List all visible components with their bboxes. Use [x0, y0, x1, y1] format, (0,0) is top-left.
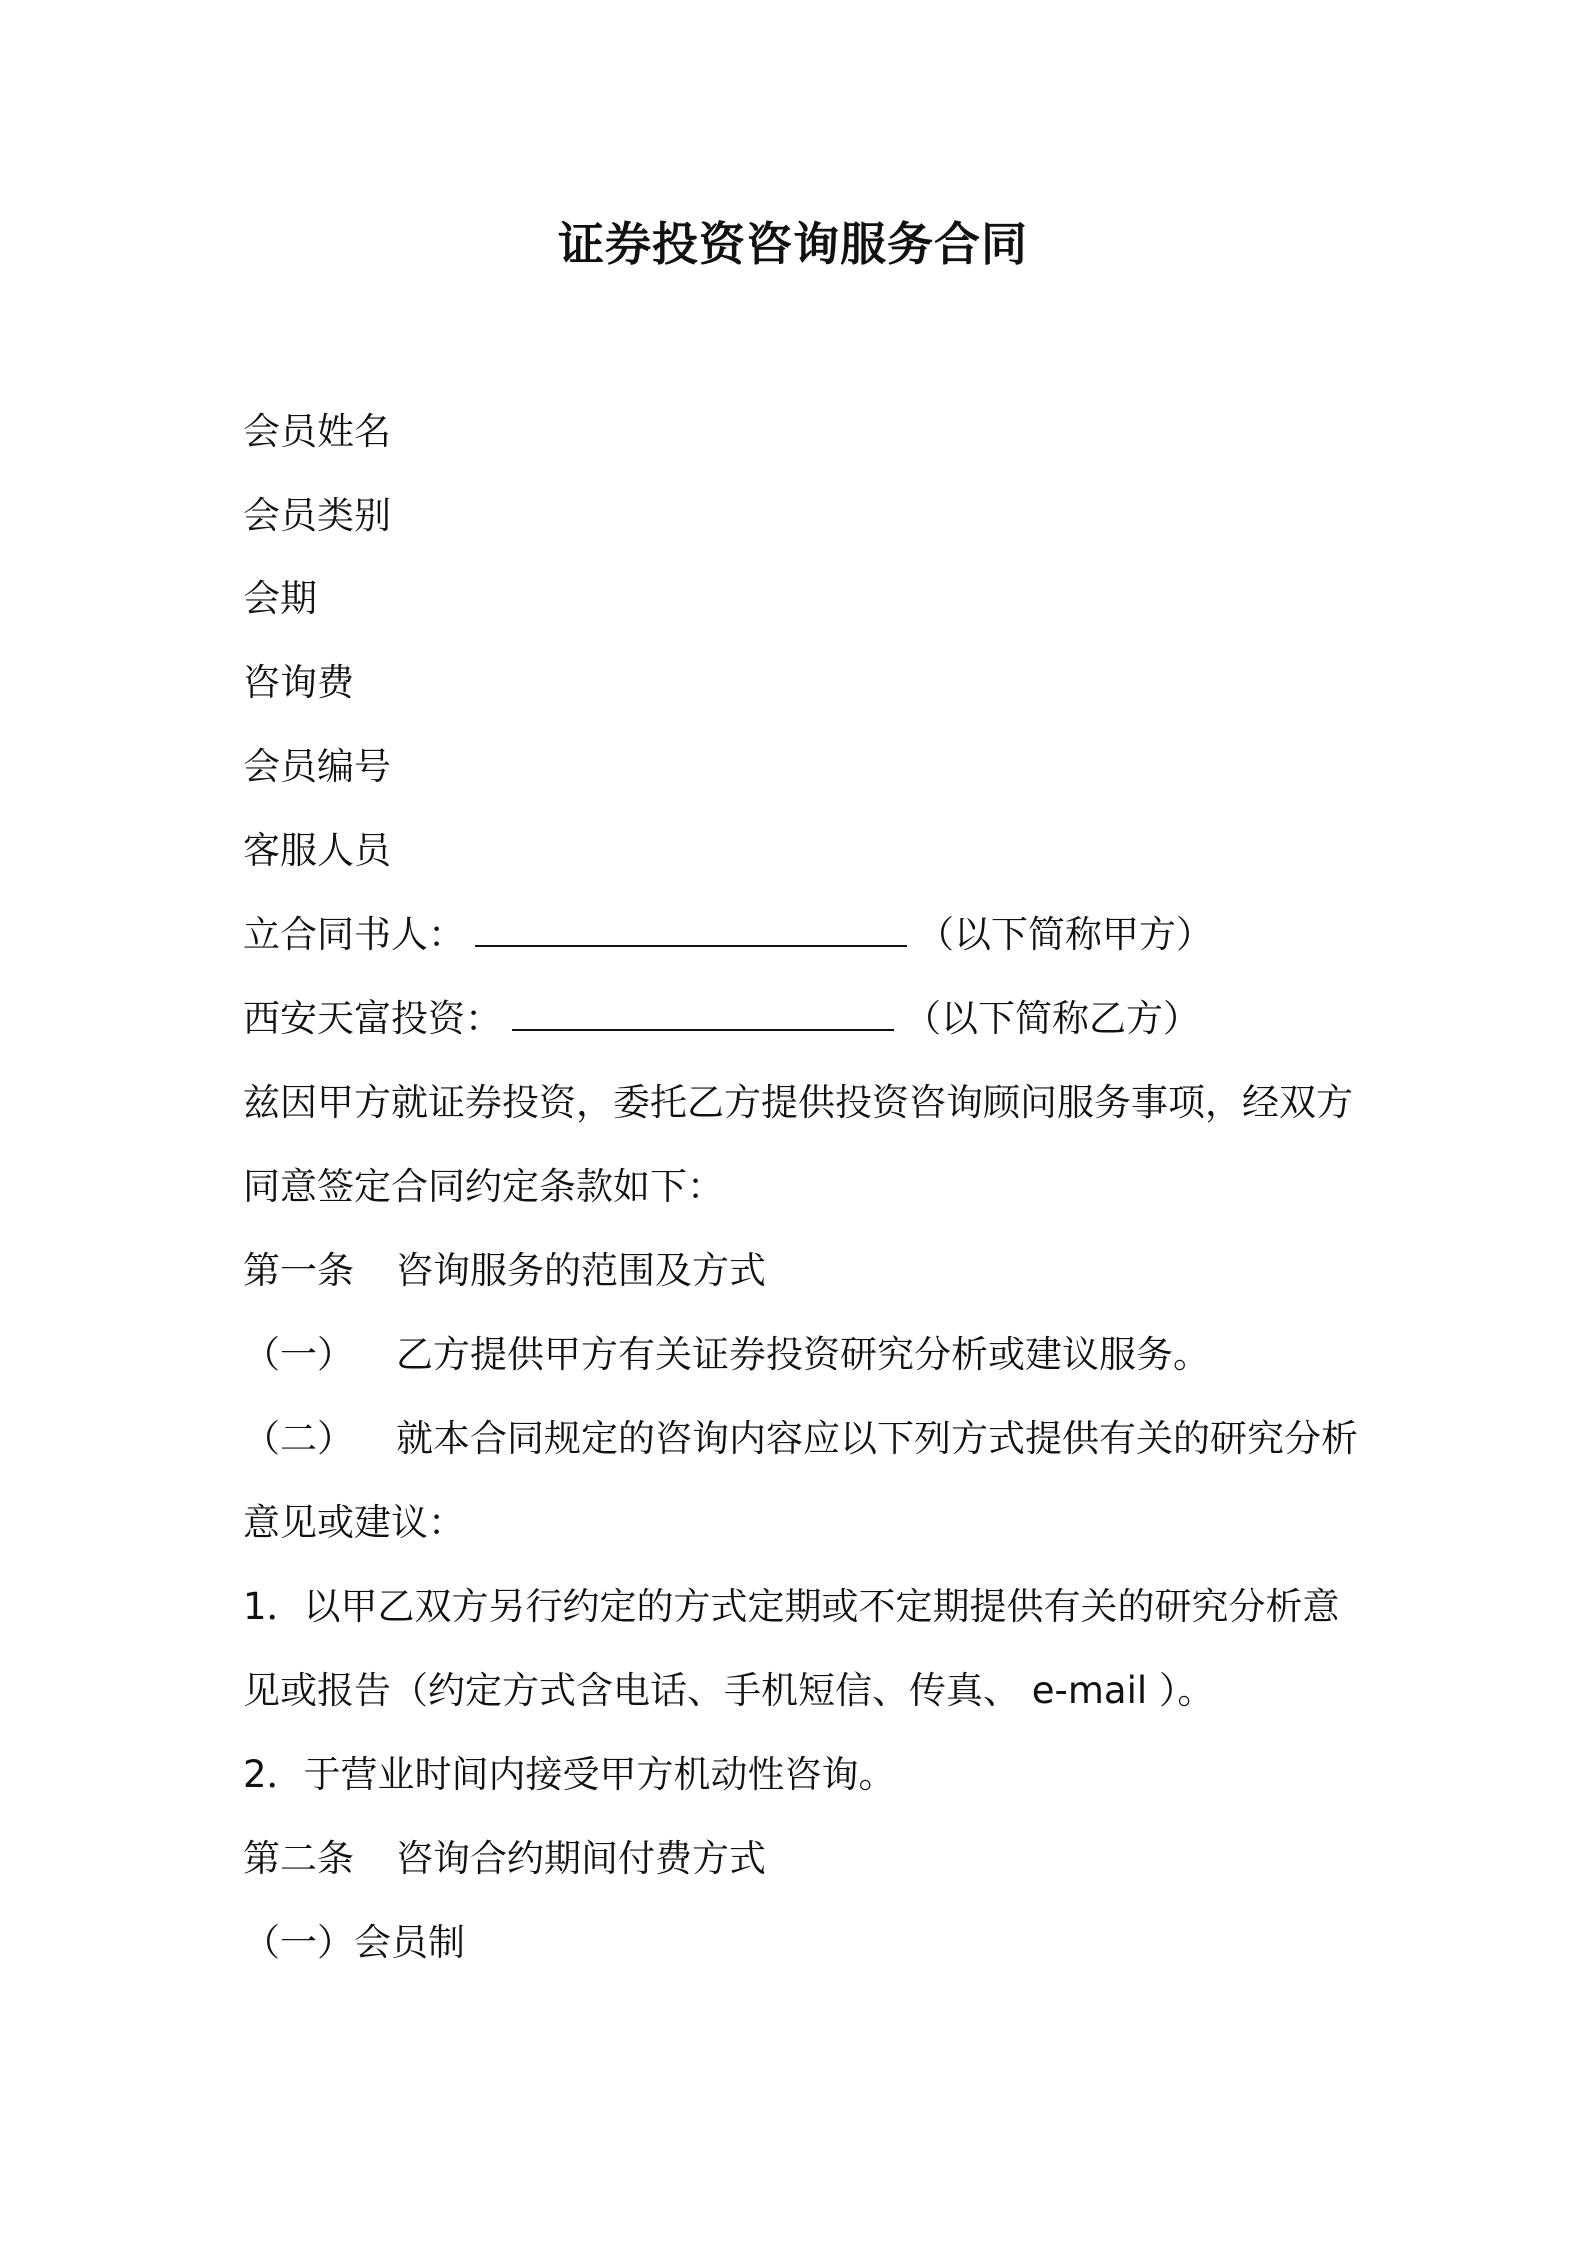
intro-paragraph-line1: 兹因甲方就证券投资，委托乙方提供投资咨询顾问服务事项，经双方 [243, 1081, 1353, 1124]
article1-item2-text: 就本合同规定的咨询内容应以下列方式提供有关的研究分析 [396, 1417, 1358, 1460]
party-b-suffix: （以下简称乙方） [904, 997, 1200, 1040]
field-consulting-fee: 咨询费 [243, 661, 354, 704]
article2-item1: （一）会员制 [243, 1921, 465, 1964]
article1-item1 [243, 1330, 1210, 1380]
document-title: 证券投资咨询服务合同 [558, 217, 1028, 271]
article1-sub1-line2: 见或报告（约定方式含电话、手机短信、传真、 e-mail ）。 [243, 1669, 1215, 1712]
article1-sub1-line1: 1．以甲乙双方另行约定的方式定期或不定期提供有关的研究分析意 [243, 1585, 1340, 1628]
article1-item2 [243, 1414, 1358, 1464]
party-a-suffix: （以下简称甲方） [917, 913, 1213, 956]
intro-paragraph-line2: 同意签定合同约定条款如下： [243, 1165, 724, 1208]
field-term: 会期 [243, 577, 317, 620]
article1-sub2: 2．于营业时间内接受甲方机动性咨询。 [243, 1753, 896, 1796]
article1-item2-continued: 意见或建议： [243, 1501, 465, 1544]
field-member-type: 会员类别 [243, 494, 391, 537]
article1-title: 咨询服务的范围及方式 [396, 1249, 766, 1292]
party-a-blank [475, 915, 907, 947]
article2-title: 咨询合约期间付费方式 [396, 1837, 766, 1880]
article2-heading [243, 1834, 766, 1884]
party-b-label: 西安天富投资： [243, 997, 502, 1040]
field-service-staff: 客服人员 [243, 829, 391, 872]
party-b-line [243, 994, 1200, 1044]
article1-item1-marker: （一） [243, 1333, 354, 1376]
article1-item2-marker: （二） [243, 1417, 354, 1460]
party-a-label: 立合同书人： [243, 913, 465, 956]
party-a-line [243, 910, 1213, 960]
article1-number: 第一条 [243, 1249, 354, 1292]
article2-number: 第二条 [243, 1837, 354, 1880]
field-member-number: 会员编号 [243, 745, 391, 788]
article1-item1-text: 乙方提供甲方有关证券投资研究分析或建议服务。 [396, 1333, 1210, 1376]
article1-heading [243, 1246, 766, 1296]
field-member-name: 会员姓名 [243, 410, 391, 453]
party-b-blank [512, 999, 894, 1031]
